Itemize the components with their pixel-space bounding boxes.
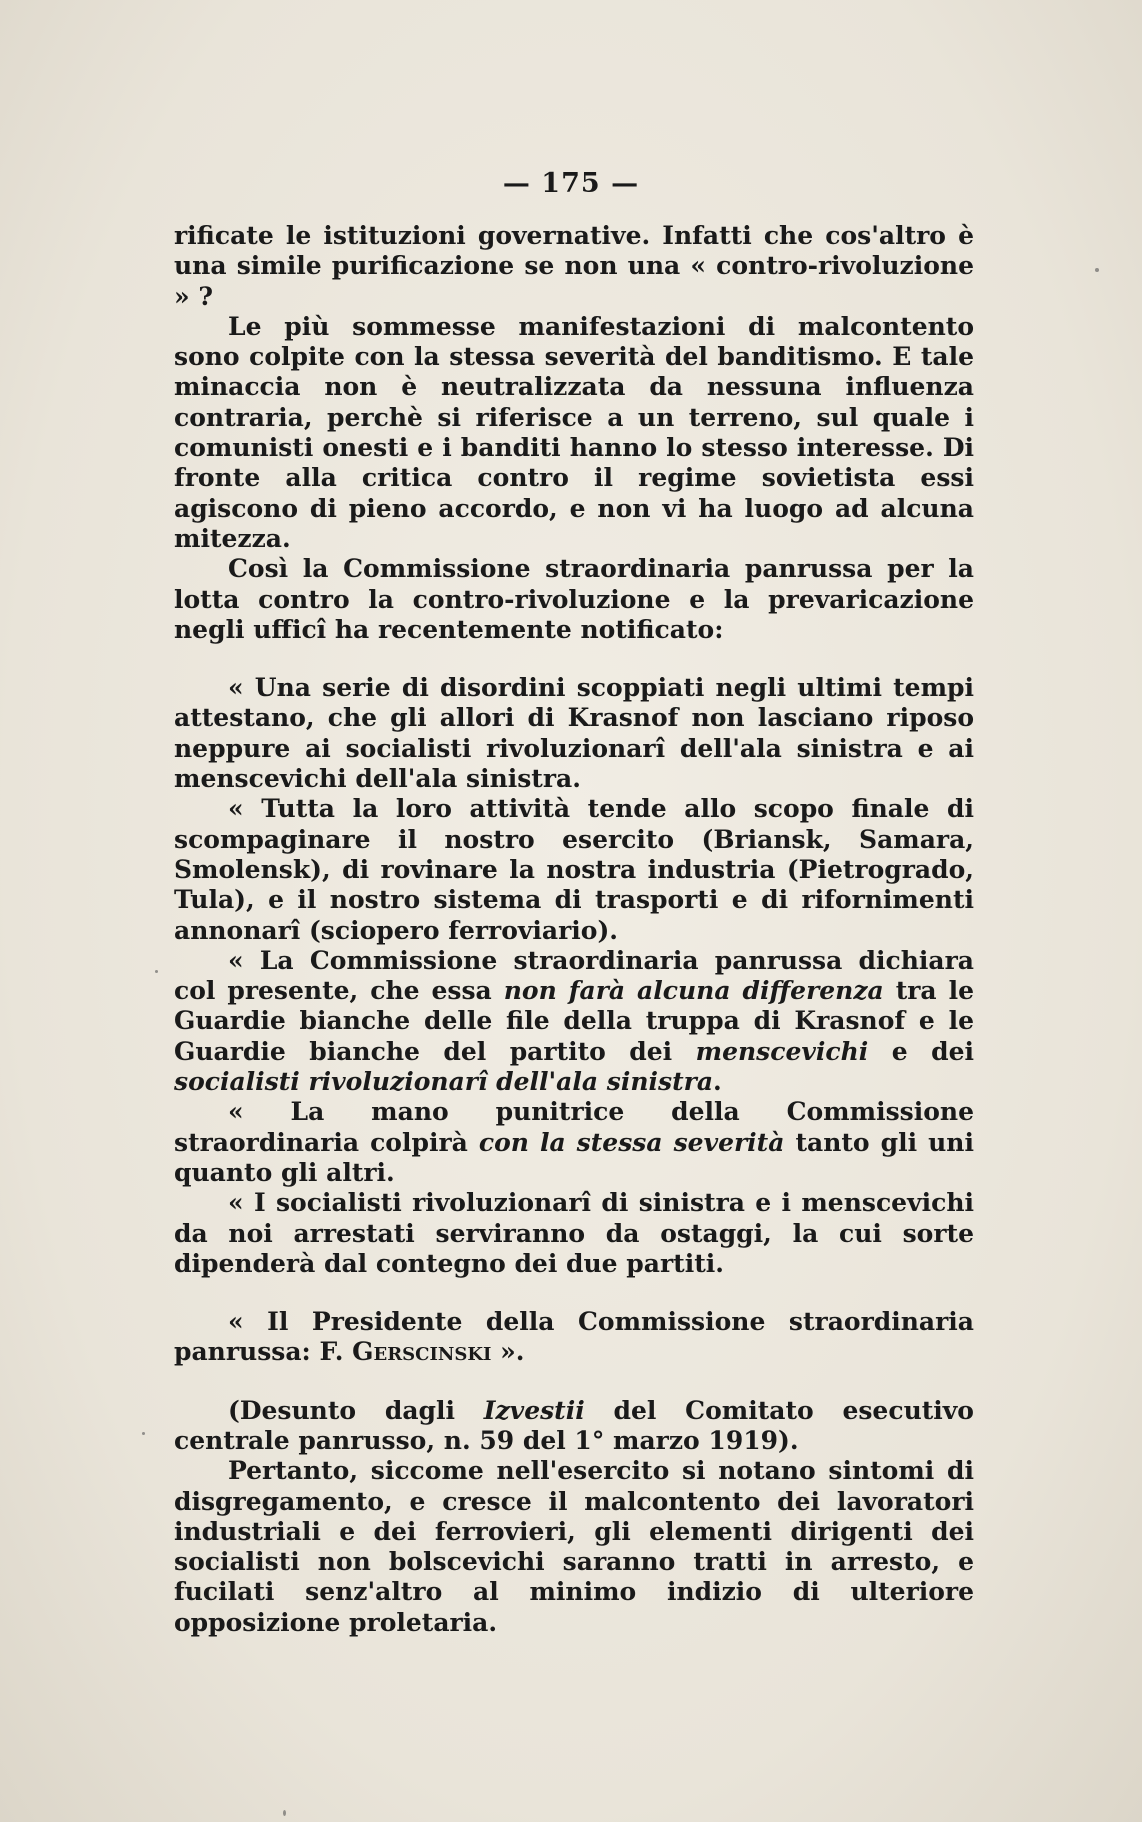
signature: « Il Presidente della Commissione straordinaria panrussa: F. Gerscinski ».: [174, 1307, 974, 1367]
page-number: — 175 —: [502, 168, 640, 199]
paragraph-conclusion: Pertanto, siccome nell'esercito si notano sintomi di disgregamento, e cresce il malcontento dei lavoratori industriali e dei ferrovieri, gli elementi dirigenti dei socialisti non bolscevichi saranno tratti in arresto, e fucilati senz'altro al minimo indizio di ulteriore opposizione proletaria.: [174, 1456, 974, 1637]
quote-hostages: « I socialisti rivoluzionarî di sinistra e i menscevichi da noi arrestati serviranno da ostaggi, la cui sorte dipenderà dal contegno dei due partiti.: [174, 1188, 974, 1278]
paragraph-malcontent: Le più sommesse manifestazioni di malcontento sono colpite con la stessa severità del banditismo. E tale minaccia non è neutralizzata da nessuna influenza contraria, perchè si riferisce a un terreno, sul quale i comunisti onesti e i banditi hanno lo stesso interesse. Di fronte alla critica contro il regime sovietista essi agiscono di pieno accordo, e non vi ha luogo ad alcuna mitezza.: [174, 311, 974, 553]
paper-speck: [142, 1432, 145, 1435]
body-text: [174, 221, 974, 1638]
quote-activity: « Tutta la loro attività tende allo scopo finale di scompaginare il nostro esercito (Briansk, Samara, Smolensk), di rovinare la nostra industria (Pietrogrado, Tula), e il nostro sistema di trasporti e di rifornimenti annonarî (sciopero ferroviario).: [174, 794, 974, 945]
quote-disorders: « Una serie di disordini scoppiati negli ultimi tempi attestano, che gli allori di Krasnof non lasciano riposo neppure ai socialisti rivoluzionarî dell'ala sinistra e ai menscevichi dell'ala sinistra.: [174, 673, 974, 794]
paper-speck: [283, 1810, 286, 1816]
paragraph-continuation: rificate le istituzioni governative. Infatti che cos'altro è una simile purificazione se non una « contro-rivoluzione » ?: [174, 221, 974, 311]
paragraph-commission-intro: Così la Commissione straordinaria panrussa per la lotta contro la contro-rivoluzione e la prevaricazione negli ufficî ha recentemente notificato:: [174, 554, 974, 644]
journal-title: Izvestii: [483, 1395, 585, 1425]
quote-declaration: « La Commissione straordinaria panrussa dichiara col presente, che essa non farà alcuna differenza tra le Guardie bianche delle file della truppa di Krasnof e le Guardie bianche del partito dei menscevichi e dei socialisti rivoluzionarî dell'ala sinistra.: [174, 945, 974, 1097]
paper-speck: [1095, 268, 1099, 272]
quote-punishment: « La mano punitrice della Commissione straordinaria colpirà con la stessa severità tanto gli uni quanto gli altri.: [174, 1097, 974, 1187]
source-citation: (Desunto dagli Izvestii del Comitato esecutivo centrale panrusso, n. 59 del 1° marzo 1919).: [174, 1395, 974, 1455]
signature-name: Gerscinski: [352, 1337, 492, 1367]
paper-speck: [155, 970, 158, 973]
